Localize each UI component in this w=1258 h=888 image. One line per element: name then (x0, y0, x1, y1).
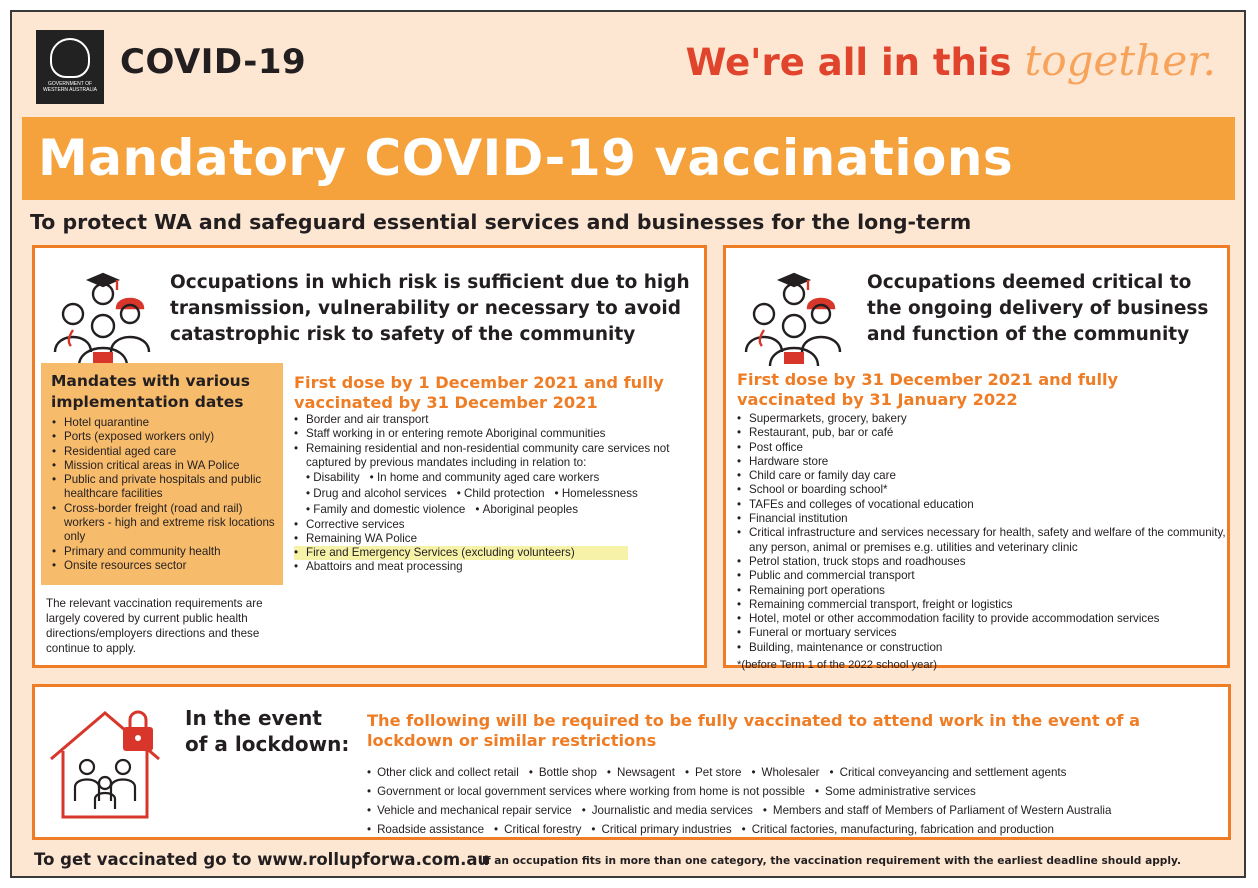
list-item: • Critical factories, manufacturing, fabrication and production (742, 820, 1054, 839)
list-item: • Abattoirs and meat processing (294, 560, 714, 574)
footnote: *(before Term 1 of the 2022 school year) (737, 659, 938, 671)
lockdown-line (367, 763, 1227, 782)
list-item: • Petrol station, truck stops and roadhouses (737, 555, 1227, 569)
list-item: • Building, maintenance or construction (737, 641, 1227, 655)
list-item: • Mission critical areas in WA Police (52, 459, 280, 473)
list-item: • Hotel quarantine (52, 416, 280, 430)
tagline: To protect WA and safeguard essential services and businesses for the long-term (30, 210, 972, 234)
header (12, 12, 1244, 112)
covid-label: COVID-19 (120, 42, 307, 82)
list-item: • Bottle shop (529, 763, 597, 782)
right-dose-list (737, 412, 1227, 655)
footer-note: If an occupation fits in more than one category, the vaccination requirement with the earliest deadline should apply. (482, 855, 1181, 867)
sub-item: Aboriginal peoples (482, 502, 579, 516)
lockdown-heading: The following will be required to be fully vaccinated to attend work in the event of a lockdown or similar restrictions (367, 711, 1141, 750)
page-title: Mandatory COVID-19 vaccinations (38, 129, 1014, 187)
list-item: • Other click and collect retail (367, 763, 519, 782)
list-item: • Critical forestry (494, 820, 581, 839)
lockdown-line (367, 782, 1227, 801)
footer-cta: To get vaccinated go to www.rollupforwa.com.au (34, 850, 490, 869)
title-banner (22, 117, 1235, 200)
list-item: • Pet store (685, 763, 741, 782)
list-item: • Members and staff of Members of Parliament of Western Australia (763, 801, 1112, 820)
lockdown-line (367, 801, 1227, 820)
left-box (32, 245, 707, 668)
list-item: • Remaining commercial transport, freight or logistics (737, 598, 1227, 612)
list-item: • Government or local government services where working from home is not possible (367, 782, 805, 801)
sub-item: Homelessness (561, 486, 638, 500)
list-item: • Restaurant, pub, bar or café (737, 426, 1227, 440)
list-item: • Journalistic and media services (582, 801, 753, 820)
workers-icon (742, 270, 848, 366)
list-item: • Border and air transport (294, 413, 714, 427)
list-item: • Onsite resources sector (52, 559, 280, 573)
list-item: • Remaining WA Police (294, 532, 714, 546)
right-box-title: Occupations deemed critical to the ongoing delivery of business and function of the community (867, 272, 1209, 345)
lockdown-title-line: of a lockdown: (185, 732, 350, 756)
list-item: • TAFEs and colleges of vocational education (737, 498, 1227, 512)
mandates-list (52, 416, 280, 573)
list-item: • Staff working in or entering remote Aboriginal communities (294, 427, 714, 441)
list-item: • Remaining residential and non-residential community care services not captured by previous mandates including in relation to: (294, 442, 714, 471)
list-item: • Cross-border freight (road and rail) workers - high and extreme risk locations only (52, 502, 280, 545)
right-box (723, 245, 1230, 671)
sub-item: In home and community aged care workers (376, 471, 600, 485)
list-item: • School or boarding school* (737, 483, 1227, 497)
list-item: • Public and private hospitals and public healthcare facilities (52, 473, 280, 502)
crest-logo (36, 30, 104, 104)
highlighted-list-item: • Fire and Emergency Services (excluding volunteers) (294, 546, 628, 560)
slogan-script: together. (1024, 36, 1216, 85)
mandates-title: Mandates with various implementation dates (51, 372, 250, 411)
list-item: • Supermarkets, grocery, bakery (737, 412, 1227, 426)
left-box-title: Occupations in which risk is sufficient due to high transmission, vulnerability or necessary to avoid catastrophic risk to safety of the community (170, 272, 690, 345)
sub-list: • Disability • In home and community aged care workers • Drug and alcohol services • Child protection • Homelessness • Family and domestic violence • Aboriginal peoples (306, 471, 638, 516)
sub-item: Disability (313, 471, 360, 485)
workers-icon (51, 270, 157, 366)
list-item: • Ports (exposed workers only) (52, 430, 280, 444)
list-item: • Public and commercial transport (737, 569, 1227, 583)
house-lock-icon (47, 705, 171, 823)
mandates-note: The relevant vaccination requirements are largely covered by current public health directions/employers directions and these continue to apply. (46, 597, 263, 655)
list-item: • Roadside assistance (367, 820, 484, 839)
list-item: • Newsagent (607, 763, 675, 782)
sub-item: Child protection (463, 486, 545, 500)
list-item: • Critical conveyancing and settlement agents (830, 763, 1067, 782)
list-item: • Primary and community health (52, 545, 280, 559)
crest-text: GOVERNMENT OF WESTERN AUSTRALIA (43, 81, 97, 93)
poster (10, 10, 1246, 878)
left-dose-list (294, 413, 714, 575)
sub-item: Family and domestic violence (313, 502, 466, 516)
list-item: • Post office (737, 441, 1227, 455)
sub-item: Drug and alcohol services (313, 486, 447, 500)
list-item: • Residential aged care (52, 445, 280, 459)
list-item: • Funeral or mortuary services (737, 626, 1227, 640)
right-dose-heading: First dose by 31 December 2021 and fully vaccinated by 31 January 2022 (737, 370, 1119, 409)
lockdown-box (32, 684, 1231, 840)
lockdown-title-line: In the event (185, 706, 322, 730)
slogan-main: We're all in this (685, 41, 1012, 84)
list-item: • Child care or family day care (737, 469, 1227, 483)
list-item: • Hotel, motel or other accommodation facility to provide accommodation services (737, 612, 1227, 626)
list-item: • Hardware store (737, 455, 1227, 469)
lockdown-title (185, 705, 349, 757)
mandates-panel (41, 363, 283, 585)
slogan (686, 36, 1216, 85)
list-item: • Remaining port operations (737, 584, 1227, 598)
left-dose-heading: First dose by 1 December 2021 and fully vaccinated by 31 December 2021 (294, 373, 664, 412)
list-item: • Financial institution (737, 512, 1227, 526)
list-item: • Vehicle and mechanical repair service (367, 801, 572, 820)
list-item: • Wholesaler (751, 763, 819, 782)
list-item: • Corrective services (294, 518, 714, 532)
lockdown-line (367, 820, 1227, 839)
list-item: • Critical infrastructure and services necessary for health, safety and welfare of the community, any person, animal or premises e.g. utilities and veterinary clinic (737, 526, 1227, 555)
list-item: • Critical primary industries (591, 820, 731, 839)
list-item: • Some administrative services (815, 782, 976, 801)
lockdown-list (367, 763, 1227, 839)
